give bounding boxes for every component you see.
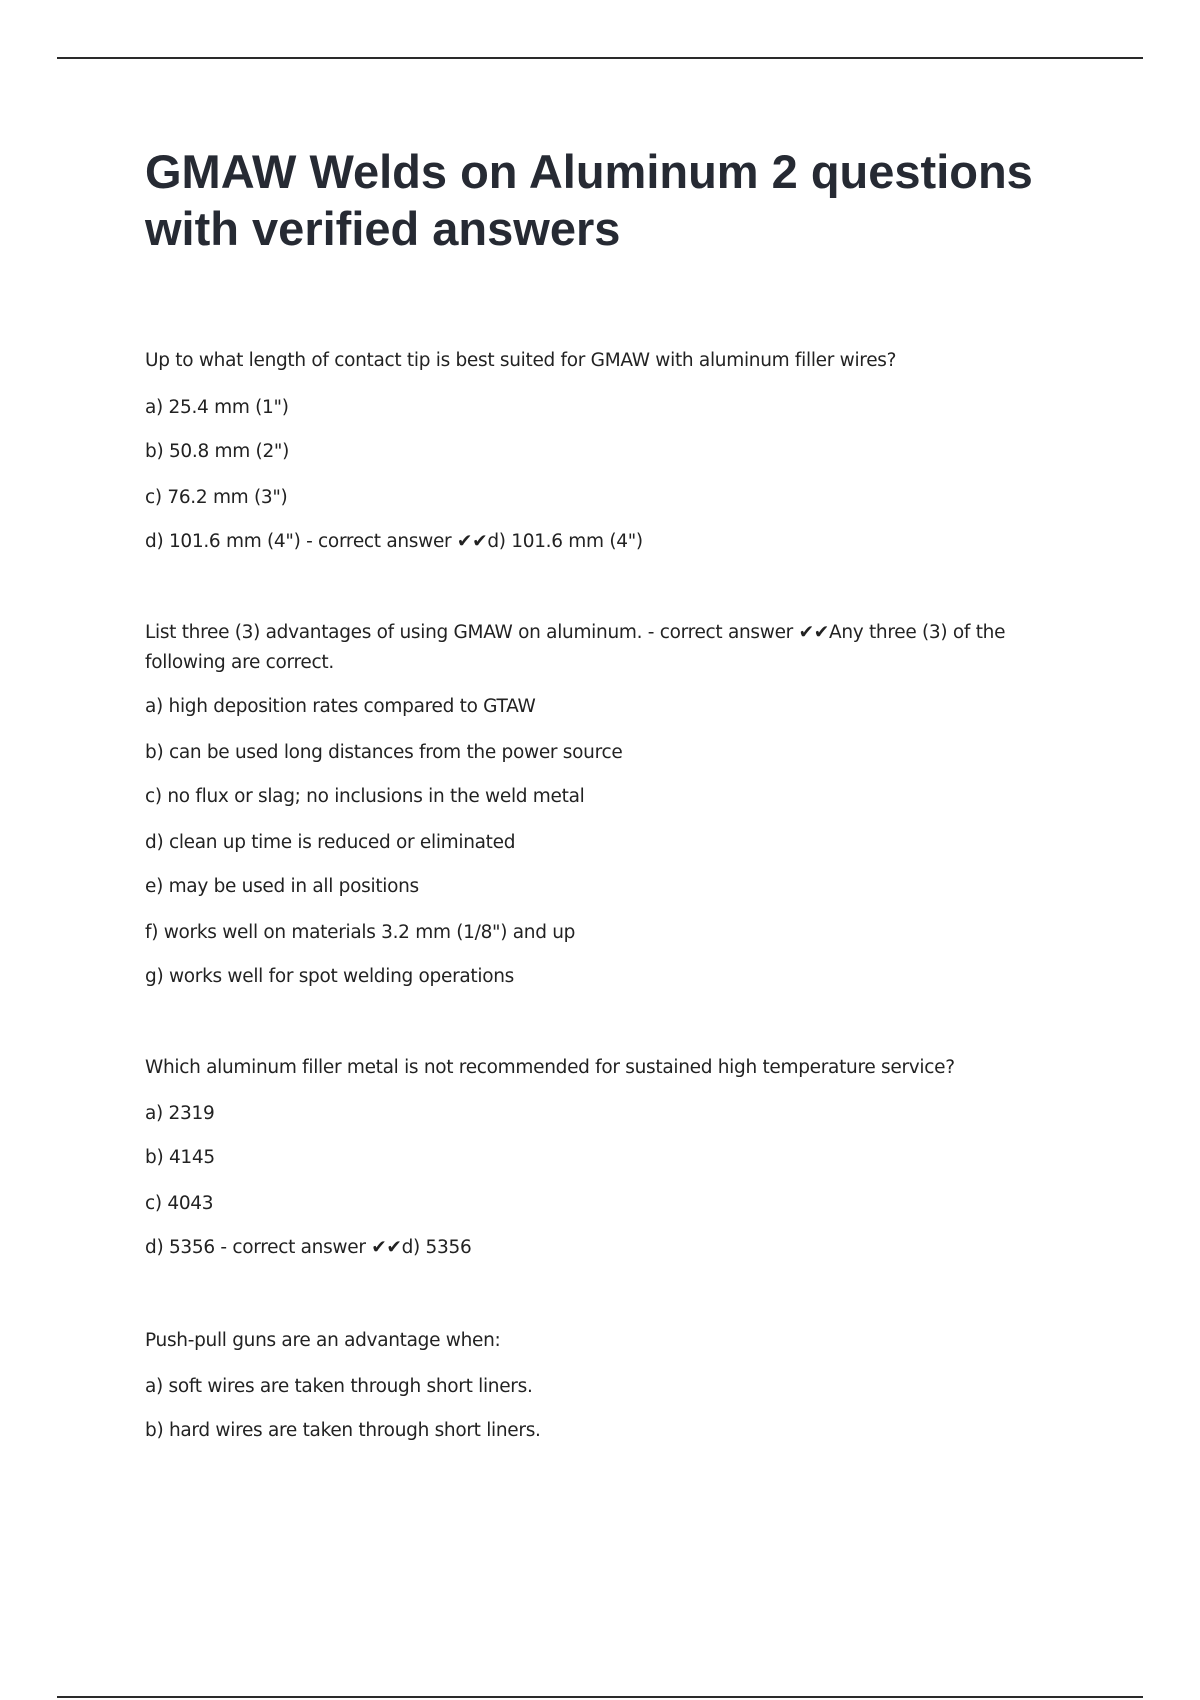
question-3-prompt: Which aluminum filler metal is not recommended for sustained high temperature service? — [145, 1057, 955, 1078]
question-1-prompt: Up to what length of contact tip is best suited for GMAW with aluminum filler wires? — [145, 350, 897, 371]
question-1-option-d: d) 101.6 mm (4") - correct answer ✔✔d) 101.6 mm (4") — [145, 531, 643, 552]
question-1-option-c: c) 76.2 mm (3") — [145, 487, 288, 508]
question-4-option-a: a) soft wires are taken through short liners. — [145, 1376, 533, 1397]
question-2-option-b: b) can be used long distances from the power source — [145, 742, 623, 763]
footer-rule — [57, 1696, 1143, 1698]
question-2-prompt: List three (3) advantages of using GMAW on aluminum. - correct answer ✔✔Any three (3) of the following are correct. — [145, 622, 1006, 673]
question-2-option-c: c) no flux or slag; no inclusions in the weld metal — [145, 786, 585, 807]
document-title: GMAW Welds on Aluminum 2 questions with verified answers — [145, 145, 1033, 255]
question-2-option-f: f) works well on materials 3.2 mm (1/8") and up — [145, 922, 576, 943]
question-3-option-b: b) 4145 — [145, 1147, 215, 1168]
header-rule — [57, 57, 1143, 59]
question-4-prompt: Push-pull guns are an advantage when: — [145, 1330, 501, 1351]
question-2-option-e: e) may be used in all positions — [145, 876, 419, 897]
question-2-option-g: g) works well for spot welding operations — [145, 966, 515, 987]
question-2-option-d: d) clean up time is reduced or eliminated — [145, 832, 516, 853]
question-3-option-c: c) 4043 — [145, 1193, 214, 1214]
question-1-option-b: b) 50.8 mm (2") — [145, 441, 290, 462]
question-3-option-d: d) 5356 - correct answer ✔✔d) 5356 — [145, 1237, 472, 1258]
question-2-option-a: a) high deposition rates compared to GTAW — [145, 696, 536, 717]
question-1-option-a: a) 25.4 mm (1") — [145, 397, 289, 418]
question-3-option-a: a) 2319 — [145, 1103, 215, 1124]
question-4-option-b: b) hard wires are taken through short liners. — [145, 1420, 541, 1441]
